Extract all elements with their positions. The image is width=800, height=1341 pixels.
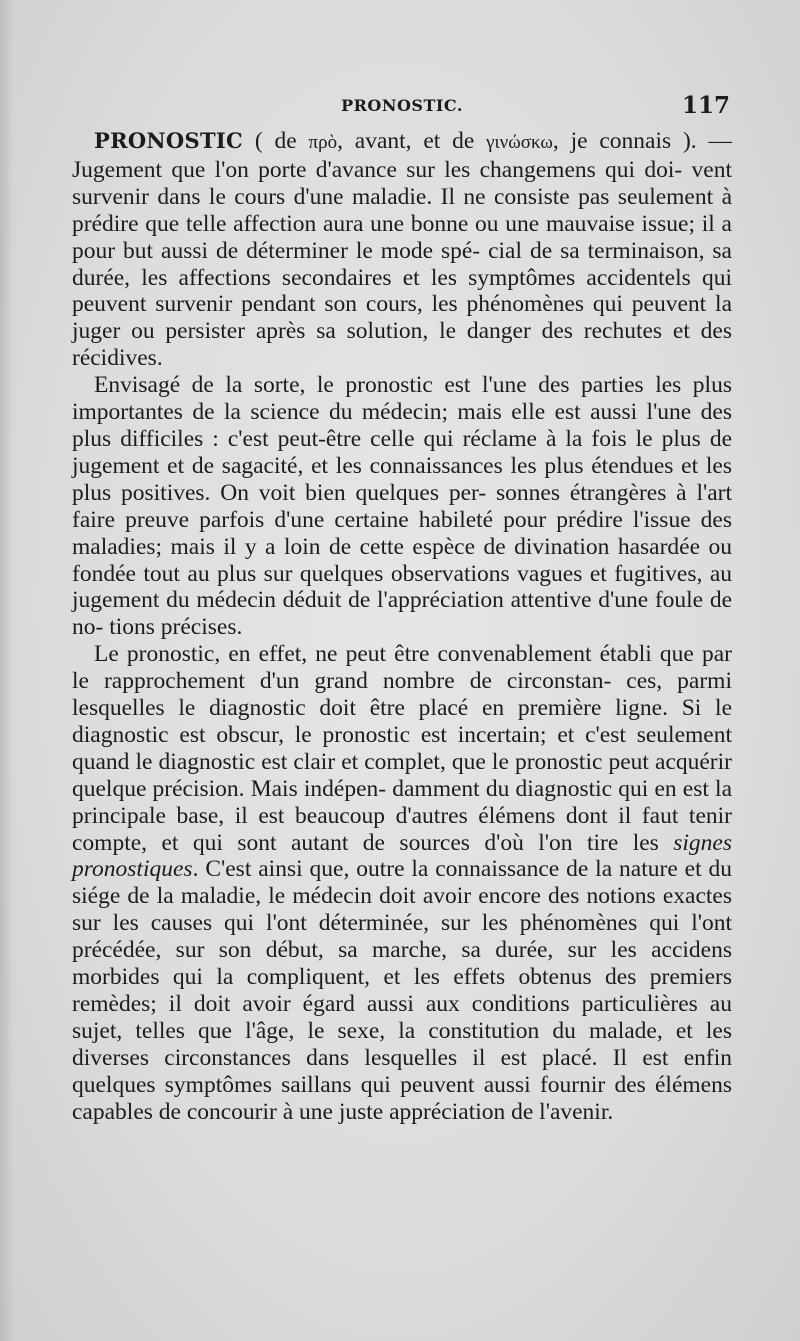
paragraph-1-text-c: , je connais ). — Jugement que l'on porte d'avance sur les changemens qui doi- vent survenir dans le cours d'une maladie. Il ne consiste pas seulement à prédire que telle affection aura une bonne ou une mauvaise issue; il a pour but aussi de déterminer le mode spé- cial de sa terminaison, sa durée, les affections secondaires et les symptômes accidentels qui peuvent survenir pendant son cours, les phénomènes qui peuvent la juger ou persister après sa solution, le danger des rechutes et des récidives. bbox=[72, 128, 732, 372]
running-title: PRONOSTIC. bbox=[341, 96, 463, 115]
paragraph-3 bbox=[72, 641, 732, 1125]
paragraph-3-text-a: Le pronostic, en effet, ne peut être convenablement établi que par le rapprochement d'un grand nombre de circonstan- ces, parmi lesquelles le diagnostic doit être placé en première ligne. Si le diagnostic est obscur, le pronostic est incertain; et c'est seulement quand le diagnostic est clair et complet, que le pronostic peut acquérir quelque précision. Mais indépen- damment du diagnostic qui en est la principale base, il est beaucoup d'autres élémens dont il faut tenir compte, et qui sont autant de sources d'où l'on tire les bbox=[72, 641, 732, 856]
greek-word-gignosko: γινώσκω bbox=[486, 132, 553, 153]
paragraph-2: Envisagé de la sorte, le pronostic est l'une des parties les plus importantes de la science du médecin; mais elle est aussi l'une des plus difficiles : c'est peut-être celle qui réclame à la fois le plus de jugement et de sagacité, et les connaissances les plus étendues et les plus positives. On voit bien quelques per- sonnes étrangères à l'art faire preuve parfois d'une certaine habileté pour prédire l'issue des maladies; mais il y a loin de cette espèce de divination hasardée ou fondée tout au plus sur quelques observations vagues et fugitives, au jugement du médecin déduit de l'appréciation attentive d'une foule de no- tions précises. bbox=[72, 372, 732, 641]
greek-word-pro: πρὸ bbox=[308, 132, 338, 153]
italic-signes-pronostiques: signes pronostiques bbox=[72, 829, 732, 883]
page-binding-shadow bbox=[0, 0, 14, 1341]
dictionary-entry bbox=[72, 128, 732, 1126]
paragraph-3-text-b: . C'est ainsi que, outre la connaissance de la nature et du siége de la maladie, le médecin doit avoir encore des notions exactes sur les causes qui l'ont déterminée, sur les phénomènes qui l'ont précédée, sur son début, sa marche, sa durée, sur les accidens morbides qui la compliquent, et les effets obtenus des premiers remèdes; il doit avoir égard aussi aux conditions particulières au sujet, telles que l'âge, le sexe, la constitution du malade, et les diverses circonstances dans lesquelles il est placé. Il est enfin quelques symptômes saillans qui peuvent aussi fournir des élémens capables de concourir à une juste appréciation de l'avenir. bbox=[72, 856, 732, 1125]
paragraph-1-text-b: , avant, et de bbox=[337, 128, 487, 154]
paragraph-1-text-a: ( de bbox=[243, 128, 309, 154]
paragraph-1 bbox=[72, 128, 732, 372]
running-head bbox=[72, 92, 732, 126]
page-number: 117 bbox=[681, 92, 730, 119]
entry-term: PRONOSTIC bbox=[94, 128, 244, 153]
